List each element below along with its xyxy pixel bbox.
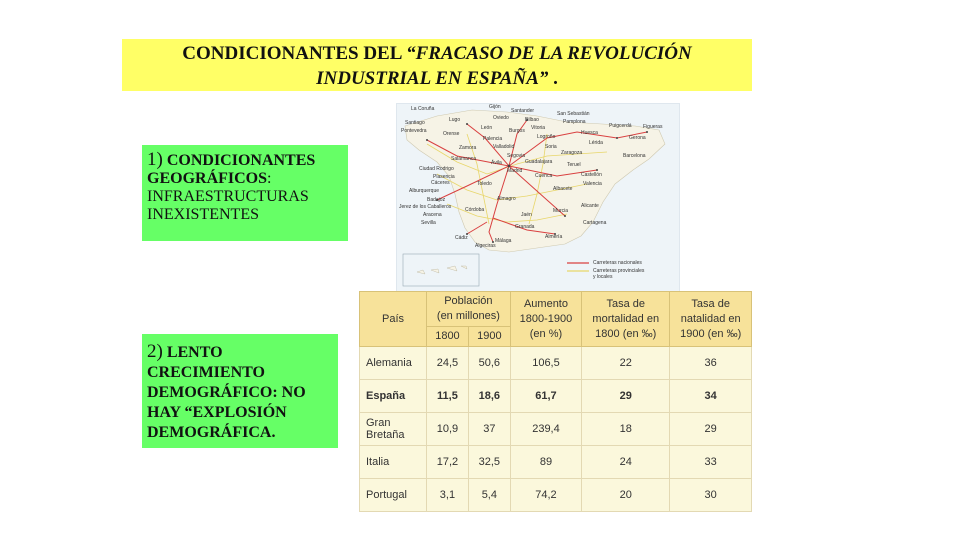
table-row [360,413,752,446]
city-label: Oviedo [493,115,509,121]
header-natalidad-line: 1900 (en ‰) [680,327,742,340]
box2-line-1 [147,342,333,363]
cell-p1800: 11,5 [427,380,469,413]
city-label: Teruel [567,162,581,168]
cell-pais: Portugal [360,479,427,512]
city-label: Santander [511,108,535,114]
city-label: La Coruña [411,106,435,112]
cell-p1800: 3,1 [427,479,469,512]
city-label: Jerez de los Caballeros [399,204,452,210]
city-label: Soria [545,144,557,150]
header-aumento-line: Aumento [523,297,568,310]
city-label: Zaragoza [561,150,583,156]
header-1800: 1800 [427,327,469,347]
box1-heading-2: GEOGRÁFICOS [147,170,268,187]
city-label: Gerona [629,135,646,141]
slide-title [122,39,752,91]
cell-natalidad: 30 [670,479,752,512]
cell-p1800: 24,5 [427,347,469,380]
cell-mortalidad: 24 [582,446,670,479]
city-label: Pontevedra [401,128,427,134]
header-1900: 1900 [468,327,510,347]
city-label: Cádiz [455,235,468,241]
city-label: Albacete [553,186,573,192]
city-label: Zamora [459,145,477,151]
city-label: Barcelona [623,153,646,159]
city-label: Ciudad Rodrigo [419,166,454,172]
box1-text-1: INFRAESTRUCTURAS [147,188,309,205]
city-label: Burgos [509,128,525,134]
city-label: Logroño [537,134,556,140]
spain-road-map [396,103,680,293]
city-label: Alicante [581,203,599,209]
city-label: León [481,125,493,131]
box2-number: 2) [147,341,163,362]
cell-aumento: 61,7 [510,380,581,413]
table-row [360,479,752,512]
city-label: Orense [443,131,460,137]
canary-islands-inset [403,254,479,286]
cell-p1900: 18,6 [468,380,510,413]
demographic-growth-box [142,334,338,448]
city-label: Santiago [405,120,425,126]
cell-mortalidad: 22 [582,347,670,380]
box1-number: 1) [147,149,163,170]
city-label: Murcia [553,208,569,214]
header-aumento [510,292,581,347]
cell-p1900: 37 [468,413,510,446]
box1-text-2: INEXISTENTES [147,206,259,223]
cell-mortalidad: 20 [582,479,670,512]
city-label: Madrid [507,168,523,174]
city-label: Badajoz [427,197,446,203]
cell-p1800: 10,9 [427,413,469,446]
cell-pais: Gran Bretaña [360,413,427,446]
city-label: Almagro [497,196,516,202]
header-pais: País [360,292,427,347]
city-label: Valencia [583,181,602,187]
city-label: Ávila [491,160,502,166]
box1-line-2 [147,170,343,188]
city-label: Alburquerque [409,188,440,194]
city-label: Segovia [507,153,526,159]
city-label: Salamanca [451,156,477,162]
city-label: Pamplona [563,119,586,125]
header-mortalidad-line: 1800 (en ‰) [595,327,657,340]
city-label: Castellón [581,172,602,178]
cell-natalidad: 33 [670,446,752,479]
cell-natalidad: 36 [670,347,752,380]
city-label: Málaga [495,238,512,244]
cell-natalidad: 29 [670,413,752,446]
demographic-table [359,291,752,512]
cell-mortalidad: 29 [582,380,670,413]
city-label: Bilbao [525,117,539,123]
title-italic-2: INDUSTRIAL EN ESPAÑA” [316,68,549,89]
legend-national-label: Carreteras nacionales [593,260,642,266]
city-label: Toledo [477,181,492,187]
cell-pais: Italia [360,446,427,479]
city-label: Guadalajara [525,159,553,165]
cell-pais: Alemania [360,347,427,380]
city-label: Sevilla [421,220,436,226]
table-row [360,380,752,413]
box1-line-1 [147,151,343,170]
city-label: Algeciras [475,243,496,249]
cell-p1900: 32,5 [468,446,510,479]
city-label: Puigcerdá [609,123,632,129]
cell-aumento: 106,5 [510,347,581,380]
cell-aumento: 89 [510,446,581,479]
city-label: Lugo [449,117,461,123]
cell-natalidad: 34 [670,380,752,413]
city-label: Jaén [521,212,532,218]
city-label: Huesca [581,130,598,136]
header-aumento-line: (en %) [529,327,563,340]
cell-mortalidad: 18 [582,413,670,446]
cell-p1800: 17,2 [427,446,469,479]
city-label: Palencia [483,136,503,142]
box2-text-5: DEMOGRÁFICA. [147,424,276,441]
header-natalidad-line: natalidad en [680,312,741,325]
box1-colon: : [267,170,272,187]
city-label: Figueras [643,124,663,130]
population-table [359,291,752,512]
title-suffix: . [548,68,558,89]
box2-text-2: CRECIMIENTO [147,364,265,381]
city-label: Valladolid [493,144,515,150]
header-mortalidad-line: Tasa de [606,297,646,310]
legend-provincial-label: Carreteras provinciales [593,268,645,274]
header-poblacion-line: Población [444,295,493,307]
cell-aumento: 239,4 [510,413,581,446]
geographic-conditions-box [142,145,348,241]
city-label: Córdoba [465,207,485,213]
city-label: Almería [545,234,563,240]
box2-text-3: DEMOGRÁFICO: NO [147,384,306,401]
city-label: Granada [515,224,535,230]
title-line-1 [122,41,752,66]
city-label: Gijón [489,104,501,110]
city-label: Lérida [589,140,603,146]
cell-aumento: 74,2 [510,479,581,512]
title-prefix: CONDICIONANTES DEL [182,43,407,64]
map-legend [593,260,644,280]
header-aumento-line: 1800-1900 [519,312,573,325]
city-label: Cáceres [431,180,450,186]
header-mortalidad-line: mortalidad en [592,312,660,325]
cell-p1900: 5,4 [468,479,510,512]
city-label: Plasencia [433,174,455,180]
legend-provincial-label-2: y locales [593,274,613,280]
city-label: San Sebastián [557,111,590,117]
title-line-2 [122,66,752,91]
city-label: Vitoria [531,125,546,131]
city-label: Aracena [423,212,442,218]
box1-heading-1: CONDICIONANTES [166,152,316,169]
table-row [360,446,752,479]
cell-p1900: 50,6 [468,347,510,380]
header-natalidad-line: Tasa de [691,297,730,310]
header-natalidad [670,292,752,347]
title-italic-1: “FRACASO DE LA REVOLUCIÓN [406,43,692,64]
header-mortalidad [582,292,670,347]
city-label: Cartagena [583,220,607,226]
city-label: Cuenca [535,173,553,179]
cell-pais: España [360,380,427,413]
table-row [360,347,752,380]
box2-text-4: HAY “EXPLOSIÓN [147,404,287,421]
header-poblacion-line: (en millones) [436,310,500,322]
box2-text-1: LENTO [166,344,223,361]
header-poblacion [427,292,511,327]
